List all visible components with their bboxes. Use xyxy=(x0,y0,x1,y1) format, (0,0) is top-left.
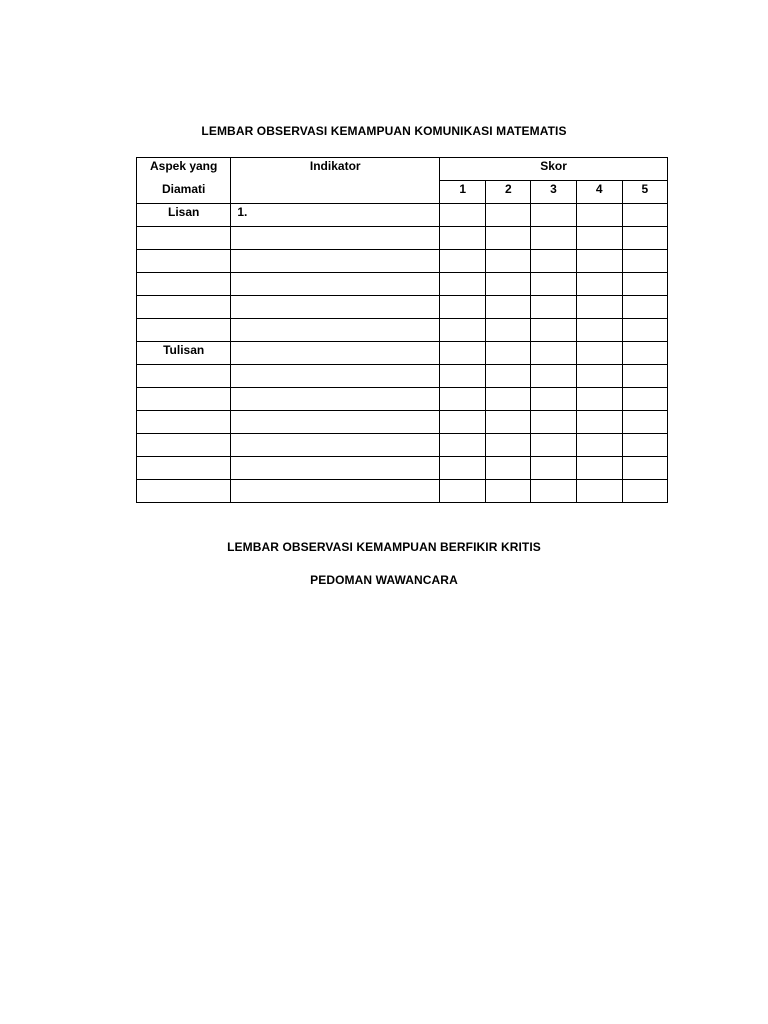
indikator-cell xyxy=(231,319,440,342)
aspek-cell xyxy=(137,227,231,250)
score-cell-4 xyxy=(576,411,622,434)
header-aspek xyxy=(137,158,231,204)
table-row xyxy=(137,434,668,457)
header-skor: Skor xyxy=(440,158,668,181)
score-cell-2 xyxy=(486,411,531,434)
score-cell-4 xyxy=(576,273,622,296)
table-row xyxy=(137,411,668,434)
score-cell-2 xyxy=(486,250,531,273)
score-cell-1 xyxy=(440,457,486,480)
indikator-cell xyxy=(231,227,440,250)
score-cell-5 xyxy=(622,273,667,296)
header-score-1: 1 xyxy=(440,181,486,204)
observation-sheet-title: LEMBAR OBSERVASI KEMAMPUAN KOMUNIKASI MATEMATIS xyxy=(201,124,567,138)
score-cell-1 xyxy=(440,342,486,365)
score-cell-5 xyxy=(622,388,667,411)
table-row xyxy=(137,342,668,365)
score-cell-2 xyxy=(486,319,531,342)
score-cell-3 xyxy=(531,388,576,411)
table-row xyxy=(137,296,668,319)
score-cell-5 xyxy=(622,319,667,342)
score-cell-5 xyxy=(622,296,667,319)
critical-thinking-sheet-title: LEMBAR OBSERVASI KEMAMPUAN BERFIKIR KRITIS xyxy=(227,540,541,554)
table-row xyxy=(137,457,668,480)
score-cell-5 xyxy=(622,434,667,457)
header-score-3: 3 xyxy=(531,181,576,204)
score-cell-1 xyxy=(440,273,486,296)
score-cell-2 xyxy=(486,227,531,250)
score-cell-4 xyxy=(576,365,622,388)
aspek-cell xyxy=(137,388,231,411)
table-row xyxy=(137,204,668,227)
score-cell-4 xyxy=(576,457,622,480)
score-cell-1 xyxy=(440,411,486,434)
interview-guide-title: PEDOMAN WAWANCARA xyxy=(310,573,458,587)
score-cell-4 xyxy=(576,342,622,365)
score-cell-3 xyxy=(531,457,576,480)
indikator-cell xyxy=(231,365,440,388)
score-cell-4 xyxy=(576,388,622,411)
table-row xyxy=(137,250,668,273)
score-cell-4 xyxy=(576,319,622,342)
score-cell-4 xyxy=(576,434,622,457)
score-cell-2 xyxy=(486,204,531,227)
score-cell-3 xyxy=(531,480,576,503)
aspek-cell xyxy=(137,365,231,388)
aspek-cell xyxy=(137,296,231,319)
indikator-cell xyxy=(231,434,440,457)
header-aspek-line2: Diamati xyxy=(161,182,206,196)
table-row xyxy=(137,227,668,250)
score-cell-2 xyxy=(486,457,531,480)
aspek-cell xyxy=(137,480,231,503)
aspek-cell xyxy=(137,457,231,480)
score-cell-5 xyxy=(622,227,667,250)
aspek-cell xyxy=(137,273,231,296)
score-cell-3 xyxy=(531,319,576,342)
score-cell-3 xyxy=(531,227,576,250)
table-row xyxy=(137,480,668,503)
score-cell-2 xyxy=(486,388,531,411)
header-score-4: 4 xyxy=(576,181,622,204)
score-cell-3 xyxy=(531,434,576,457)
indikator-cell: 1. xyxy=(231,204,440,227)
score-cell-1 xyxy=(440,388,486,411)
score-cell-5 xyxy=(622,365,667,388)
aspek-cell xyxy=(137,250,231,273)
score-cell-5 xyxy=(622,342,667,365)
score-cell-1 xyxy=(440,227,486,250)
aspek-cell xyxy=(137,434,231,457)
score-cell-3 xyxy=(531,273,576,296)
indikator-cell xyxy=(231,342,440,365)
score-cell-5 xyxy=(622,204,667,227)
table-row xyxy=(137,388,668,411)
score-cell-5 xyxy=(622,480,667,503)
header-score-2: 2 xyxy=(486,181,531,204)
score-cell-1 xyxy=(440,250,486,273)
score-cell-2 xyxy=(486,342,531,365)
indikator-cell xyxy=(231,296,440,319)
score-cell-2 xyxy=(486,273,531,296)
header-aspek-line1: Aspek yang xyxy=(149,159,218,173)
table-row xyxy=(137,365,668,388)
score-cell-4 xyxy=(576,227,622,250)
score-cell-2 xyxy=(486,296,531,319)
score-cell-4 xyxy=(576,204,622,227)
indikator-cell xyxy=(231,457,440,480)
score-cell-5 xyxy=(622,250,667,273)
header-score-5: 5 xyxy=(622,181,667,204)
score-cell-1 xyxy=(440,296,486,319)
score-cell-3 xyxy=(531,296,576,319)
score-cell-4 xyxy=(576,480,622,503)
score-cell-1 xyxy=(440,319,486,342)
aspek-cell: Lisan xyxy=(137,204,231,227)
table-row xyxy=(137,319,668,342)
score-cell-3 xyxy=(531,411,576,434)
score-cell-3 xyxy=(531,342,576,365)
table-row xyxy=(137,273,668,296)
score-cell-2 xyxy=(486,434,531,457)
indikator-cell xyxy=(231,250,440,273)
score-cell-4 xyxy=(576,250,622,273)
score-cell-1 xyxy=(440,480,486,503)
aspek-cell: Tulisan xyxy=(137,342,231,365)
score-cell-2 xyxy=(486,365,531,388)
score-cell-5 xyxy=(622,457,667,480)
score-cell-3 xyxy=(531,250,576,273)
score-cell-5 xyxy=(622,411,667,434)
score-cell-4 xyxy=(576,296,622,319)
score-cell-2 xyxy=(486,480,531,503)
header-indikator: Indikator xyxy=(231,158,440,204)
indikator-cell xyxy=(231,480,440,503)
score-cell-1 xyxy=(440,434,486,457)
score-cell-3 xyxy=(531,365,576,388)
indikator-cell xyxy=(231,411,440,434)
observation-table xyxy=(136,157,668,503)
aspek-cell xyxy=(137,411,231,434)
score-cell-3 xyxy=(531,204,576,227)
score-cell-1 xyxy=(440,365,486,388)
indikator-cell xyxy=(231,273,440,296)
aspek-cell xyxy=(137,319,231,342)
indikator-cell xyxy=(231,388,440,411)
header-row xyxy=(137,158,668,181)
score-cell-1 xyxy=(440,204,486,227)
